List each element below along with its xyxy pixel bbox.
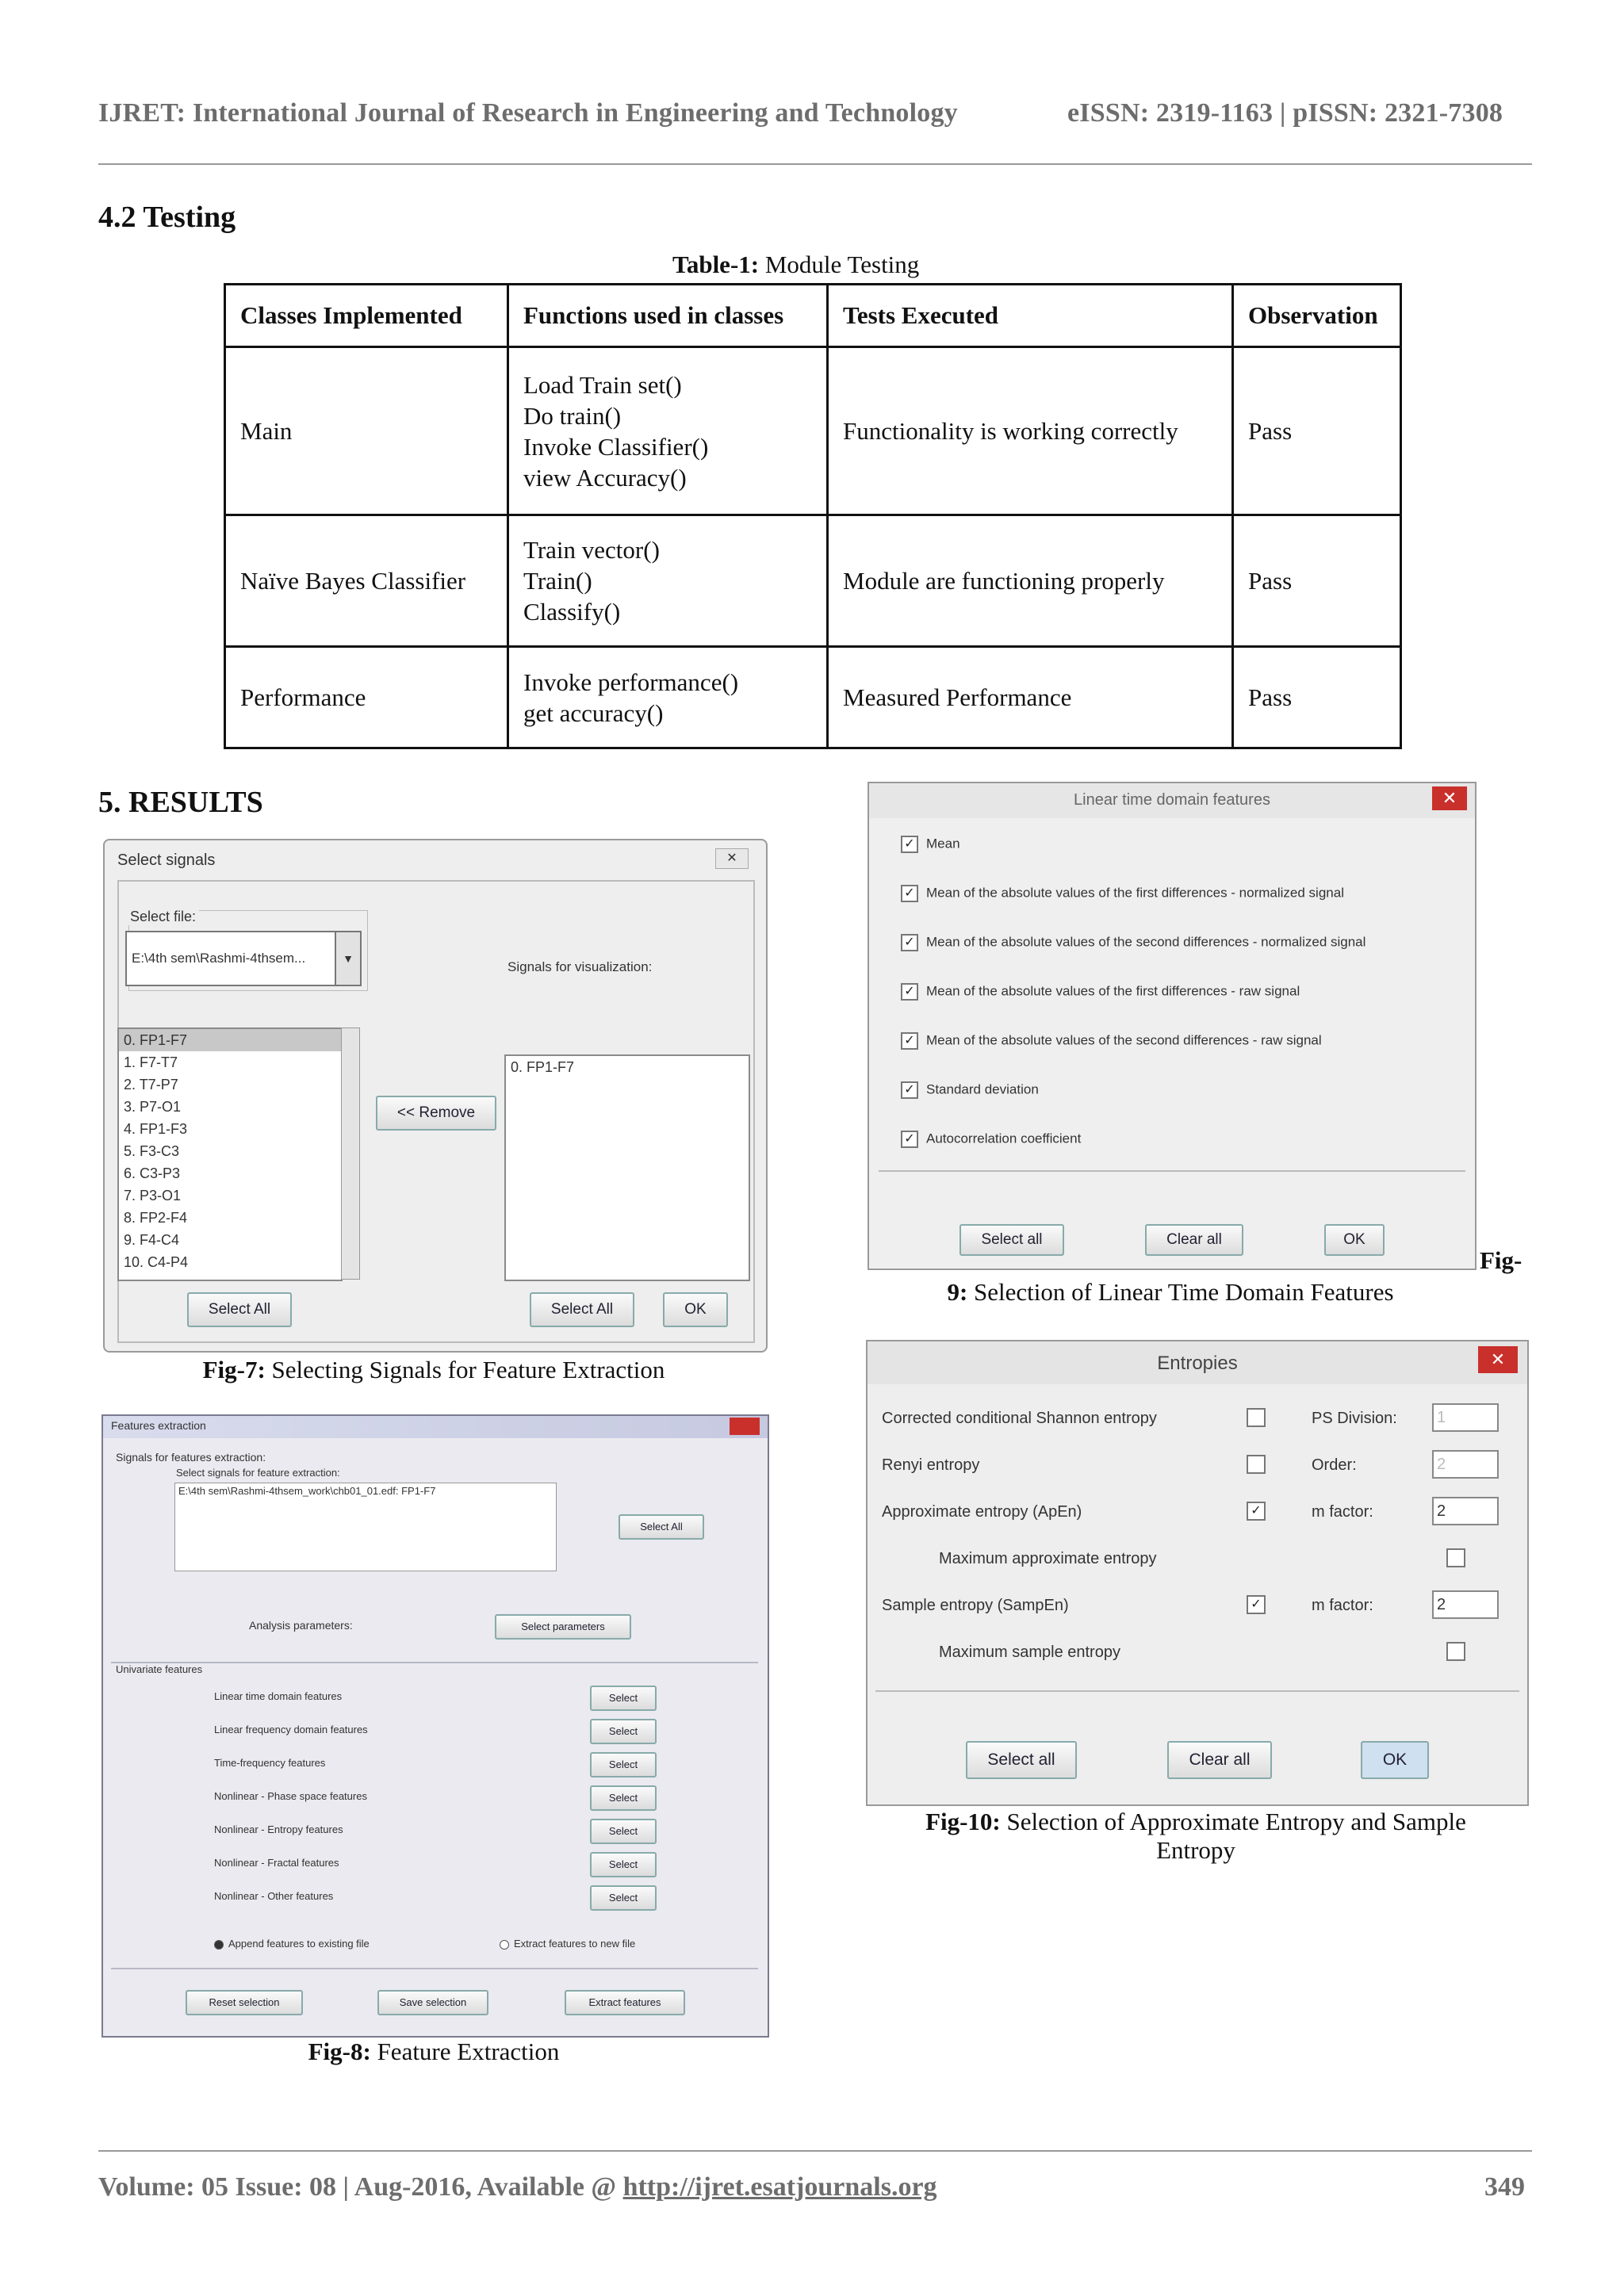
checkbox-label: Mean of the absolute values of the first differences - normalized signal [926, 885, 1344, 901]
header-rule [98, 163, 1532, 165]
function-item: Classify() [523, 598, 621, 626]
function-item: Do train() [523, 401, 622, 430]
param-input[interactable]: 2 [1432, 1590, 1499, 1619]
entropy-checkbox[interactable]: ✓ [1247, 1502, 1266, 1521]
entropy-checkbox[interactable] [1247, 1408, 1266, 1427]
fig10-caption: Fig-10: Selection of Approximate Entropy and Sample Entropy [925, 1808, 1466, 1864]
function-item: view Accuracy() [523, 463, 687, 492]
checkbox-label: Mean of the absolute values of the second differences - raw signal [926, 1032, 1322, 1048]
feature-label: Nonlinear - Entropy features [214, 1823, 343, 1835]
scrollbar[interactable] [341, 1027, 360, 1280]
feature-select-button[interactable]: Select [590, 1686, 657, 1711]
fig7-caption: Fig-7: Selecting Signals for Feature Extraction [202, 1356, 665, 1383]
select-signals-label: Select signals for feature extraction: [176, 1467, 340, 1479]
param-input[interactable]: 1 [1432, 1403, 1499, 1432]
select-all-button[interactable]: Select all [966, 1741, 1077, 1779]
table-caption: Table-1: Module Testing [672, 251, 920, 278]
feature-label: Linear frequency domain features [214, 1724, 368, 1735]
analysis-parameters-label: Analysis parameters: [249, 1619, 353, 1632]
cell-functions [508, 347, 828, 515]
cell-class: Main [225, 347, 508, 515]
feature-label: Nonlinear - Phase space features [214, 1790, 367, 1802]
list-item[interactable]: 10. C4-P4 [124, 1254, 189, 1270]
param-label: m factor: [1312, 1503, 1373, 1521]
feature-label: Nonlinear - Fractal features [214, 1857, 339, 1869]
feature-select-button[interactable]: Select [590, 1852, 657, 1877]
cell-class: Performance [225, 647, 508, 748]
append-radio[interactable] [214, 1938, 370, 1950]
col-header-observation: Observation [1233, 285, 1401, 347]
close-icon[interactable]: ✕ [1478, 1346, 1518, 1373]
select-parameters-button[interactable]: Select parameters [495, 1614, 631, 1640]
fig9-caption: 9: Selection of Linear Time Domain Features [947, 1278, 1394, 1306]
feature-checkbox[interactable] [901, 934, 1365, 951]
close-icon[interactable] [730, 1418, 760, 1435]
fig9-label-fragment: Fig- [1480, 1246, 1522, 1274]
window-title: Linear time domain features [1074, 791, 1270, 809]
selected-signals-list[interactable] [504, 1054, 750, 1281]
function-item: Train vector() [523, 536, 660, 564]
function-item: Invoke performance() [523, 668, 739, 696]
entropy-checkbox[interactable] [1247, 1455, 1266, 1474]
param-label: m factor: [1312, 1597, 1373, 1614]
page-number: 349 [1484, 2172, 1525, 2202]
col-header-classes: Classes Implemented [225, 285, 508, 347]
window-title: Features extraction [111, 1419, 206, 1432]
checkbox-label: Standard deviation [926, 1081, 1039, 1097]
ok-button[interactable]: OK [1324, 1224, 1385, 1256]
entropy-label: Maximum approximate entropy [939, 1550, 1157, 1567]
entropies-window [866, 1340, 1529, 1806]
divider [879, 1170, 1465, 1172]
function-item: Train() [523, 567, 592, 595]
table-header-row [225, 285, 1401, 347]
feature-label: Linear time domain features [214, 1690, 343, 1702]
entropy-label: Sample entropy (SampEn) [882, 1597, 1069, 1614]
file-dropdown[interactable]: E:\4th sem\Rashmi-4thsem... [125, 931, 346, 986]
cell-test: Functionality is working correctly [828, 347, 1233, 515]
list-item[interactable]: 9. F4-C4 [124, 1232, 180, 1248]
cell-observation: Pass [1233, 515, 1401, 647]
checkbox-icon[interactable]: ✓ [901, 1081, 918, 1099]
clear-all-button[interactable]: Clear all [1167, 1741, 1272, 1779]
close-icon[interactable]: ✕ [715, 848, 749, 869]
select-all-button[interactable]: Select All [619, 1514, 704, 1540]
signals-for-visualization-label: Signals for visualization: [508, 959, 653, 974]
feature-select-button[interactable]: Select [590, 1819, 657, 1844]
list-item[interactable]: 7. P3-O1 [124, 1188, 182, 1203]
entropy-label: Approximate entropy (ApEn) [882, 1503, 1082, 1521]
checkbox-icon[interactable]: ✓ [901, 1032, 918, 1050]
function-item: Load Train set() [523, 370, 682, 399]
divider [111, 1968, 758, 1969]
module-testing-table [224, 283, 1402, 749]
fig8-caption: Fig-8: Feature Extraction [308, 2038, 560, 2065]
checkbox-icon[interactable]: ✓ [901, 934, 918, 951]
feature-select-button[interactable]: Select [590, 1752, 657, 1777]
function-item: Invoke Classifier() [523, 432, 709, 461]
cell-functions [508, 515, 828, 647]
window-title: Entropies [1157, 1353, 1238, 1374]
checkbox-icon[interactable]: ✓ [901, 1131, 918, 1148]
univariate-label: Univariate features [116, 1663, 203, 1675]
select-file-label: Select file: [127, 909, 199, 925]
journal-link[interactable]: http://ijret.esatjournals.org [622, 2172, 937, 2202]
list-item[interactable]: 0. FP1-F7 [119, 1029, 341, 1051]
issn-header: eISSN: 2319-1163 | pISSN: 2321-7308 [1067, 98, 1503, 128]
extract-features-button[interactable]: Extract features [565, 1990, 685, 2015]
append-radio-label: Append features to existing file [228, 1938, 370, 1950]
entropy-checkbox[interactable]: ✓ [1247, 1595, 1266, 1614]
feature-label: Time-frequency features [214, 1757, 326, 1769]
checkbox-label: Mean of the absolute values of the second differences - normalized signal [926, 934, 1366, 950]
cell-functions [508, 647, 828, 748]
param-label: Order: [1312, 1456, 1357, 1474]
list-item[interactable]: 1. F7-T7 [124, 1054, 178, 1070]
list-item[interactable]: 5. F3-C3 [124, 1143, 180, 1159]
cell-class: Naïve Bayes Classifier [225, 515, 508, 647]
select-all-button[interactable]: Select all [959, 1224, 1064, 1256]
checkbox-label: Autocorrelation coefficient [926, 1131, 1082, 1146]
ok-button[interactable]: OK [1361, 1741, 1429, 1779]
select-all-right-button[interactable]: Select All [530, 1292, 634, 1327]
entropy-checkbox[interactable] [1446, 1548, 1465, 1567]
list-item[interactable]: 4. FP1-F3 [124, 1121, 188, 1137]
selected-file-list[interactable] [174, 1483, 557, 1571]
feature-label: Nonlinear - Other features [214, 1890, 334, 1902]
table-row [225, 515, 1401, 647]
param-input[interactable]: 2 [1432, 1450, 1499, 1479]
select-all-left-button[interactable]: Select All [187, 1292, 292, 1327]
extract-new-radio[interactable] [500, 1938, 635, 1950]
cell-test: Measured Performance [828, 647, 1233, 748]
list-item[interactable]: 2. T7-P7 [124, 1077, 178, 1093]
entropy-checkbox[interactable] [1446, 1642, 1465, 1661]
select-signals-window [103, 839, 768, 1353]
footer-rule [98, 2150, 1532, 2152]
feature-select-button[interactable]: Select [590, 1719, 657, 1744]
list-item[interactable]: E:\4th sem\Rashmi-4thsem_work\chb01_01.edf: FP1-F7 [178, 1485, 436, 1497]
linear-time-domain-window [868, 782, 1477, 1270]
feature-checkbox[interactable] [901, 1081, 1039, 1099]
checkbox-label: Mean of the absolute values of the first differences - raw signal [926, 983, 1300, 999]
footer-volume: Volume: 05 Issue: 08 | Aug-2016, Available @ http://ijret.esatjournals.org [98, 2172, 937, 2202]
param-input[interactable]: 2 [1432, 1497, 1499, 1525]
feature-checkbox[interactable] [901, 983, 1300, 1001]
cell-observation: Pass [1233, 647, 1401, 748]
col-header-functions: Functions used in classes [508, 285, 828, 347]
table-row [225, 647, 1401, 748]
cell-observation: Pass [1233, 347, 1401, 515]
checkbox-icon[interactable]: ✓ [901, 885, 918, 902]
entropy-label: Corrected conditional Shannon entropy [882, 1410, 1157, 1427]
entropy-label: Renyi entropy [882, 1456, 980, 1474]
divider [111, 1662, 758, 1663]
list-item[interactable]: 8. FP2-F4 [124, 1210, 188, 1226]
feature-checkbox[interactable] [901, 1131, 1081, 1148]
feature-select-button[interactable]: Select [590, 1785, 657, 1811]
available-signals-list[interactable] [117, 1027, 343, 1281]
table-row [225, 347, 1401, 515]
window-title: Select signals [117, 851, 216, 869]
remove-button[interactable]: << Remove [376, 1096, 496, 1131]
entropy-label: Maximum sample entropy [939, 1644, 1120, 1661]
checkbox-label: Mean [926, 836, 960, 851]
section-heading-testing: 4.2 Testing [98, 201, 236, 234]
checkbox-icon[interactable]: ✓ [901, 836, 918, 853]
function-item: get accuracy() [523, 698, 664, 727]
feature-checkbox[interactable] [901, 885, 1344, 902]
journal-header: IJRET: International Journal of Research in Engineering and Technology [98, 98, 958, 128]
feature-checkbox[interactable] [901, 1032, 1322, 1050]
col-header-tests: Tests Executed [828, 285, 1233, 347]
checkbox-icon[interactable]: ✓ [901, 983, 918, 1001]
features-extraction-window [102, 1414, 769, 2038]
reset-selection-button[interactable]: Reset selection [186, 1990, 303, 2015]
cell-test: Module are functioning properly [828, 515, 1233, 647]
clear-all-button[interactable]: Clear all [1145, 1224, 1243, 1256]
close-icon[interactable]: ✕ [1432, 786, 1467, 810]
feature-checkbox[interactable] [901, 836, 960, 853]
list-item[interactable]: 6. C3-P3 [124, 1165, 181, 1181]
save-selection-button[interactable]: Save selection [377, 1990, 488, 2015]
chevron-down-icon[interactable]: ▼ [335, 931, 362, 986]
section-heading-results: 5. RESULTS [98, 786, 263, 819]
param-label: PS Division: [1312, 1410, 1397, 1427]
ok-button[interactable]: OK [663, 1292, 728, 1327]
divider [875, 1690, 1519, 1692]
signals-group-label: Signals for features extraction: [116, 1451, 266, 1464]
extract-new-radio-label: Extract features to new file [514, 1938, 636, 1950]
list-item[interactable]: 0. FP1-F7 [511, 1059, 575, 1075]
feature-select-button[interactable]: Select [590, 1885, 657, 1911]
list-item[interactable]: 3. P7-O1 [124, 1099, 182, 1115]
